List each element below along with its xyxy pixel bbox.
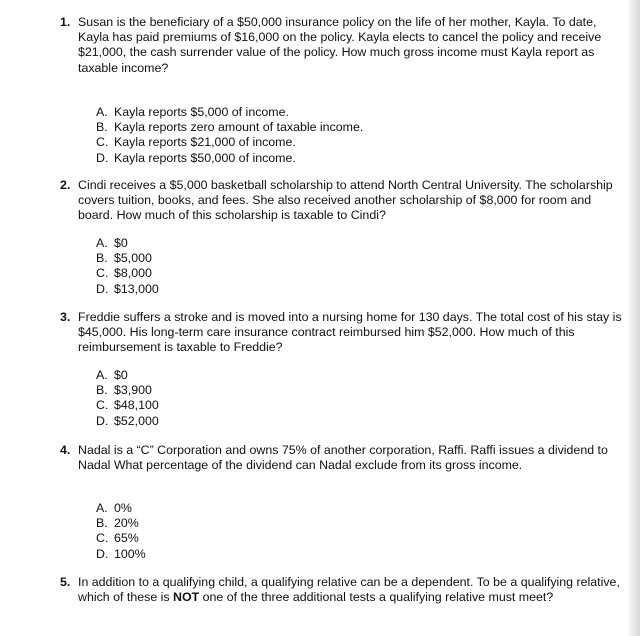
question-stem: In addition to a qualifying child, a qualifying relative can be a dependent. To be a qualifying relative, which of these is NOT one of the three additional tests a qualifying relative must meet? (78, 575, 620, 605)
question-2 (60, 178, 623, 296)
emphasis-not: NOT (173, 590, 200, 605)
answer-option[interactable]: B. Kayla reports zero amount of taxable income. (96, 120, 364, 135)
question-number: 4. (60, 443, 71, 457)
answer-option[interactable]: D. 100% (96, 546, 146, 561)
answer-option[interactable]: D. Kayla reports $50,000 of income. (96, 150, 296, 165)
answer-option[interactable]: C. $48,100 (96, 398, 159, 413)
answer-options (96, 501, 146, 562)
question-number: 1. (60, 15, 71, 29)
answer-option[interactable]: D. $52,000 (96, 413, 159, 428)
answer-options (96, 105, 363, 166)
answer-option[interactable]: B. $3,900 (96, 383, 152, 398)
question-number: 3. (60, 310, 71, 324)
answer-options (96, 368, 159, 429)
question-stem: Cindi receives a $5,000 basketball scholarship to attend North Central University. The scholarship covers tuition, books, and fees. She also received another scholarship of $8,000 for room and board. How much of this scholarship is taxable to Cindi? (78, 178, 613, 223)
question-1 (60, 15, 623, 165)
question-stem: Freddie suffers a stroke and is moved into a nursing home for 130 days. The total cost of his stay is $45,000. His long-term care insurance contract reimbursed him $52,000. How much of this reimbursement is taxable to Freddie? (78, 310, 622, 355)
question-stem: Nadal is a “C” Corporation and owns 75% of another corporation, Raffi. Raffi issues a dividend to Nadal What percentage of the dividend can Nadal exclude from its gross income. (78, 443, 608, 473)
question-stem: Susan is the beneficiary of a $50,000 insurance policy on the life of her mother, Kayla. To date, Kayla has paid premiums of $16,000 on the policy. Kayla elects to cancel the policy and receive $21,000, the cash surrender value of the policy. How much gross income must Kayla report as taxable income? (78, 15, 602, 75)
answer-option[interactable]: C. 65% (96, 531, 139, 546)
question-5 (60, 575, 623, 605)
question-number: 5. (60, 575, 71, 589)
answer-option[interactable]: C. Kayla reports $21,000 of income. (96, 135, 296, 150)
answer-option[interactable]: C. $8,000 (96, 266, 152, 281)
question-number: 2. (60, 178, 71, 192)
answer-option[interactable]: A. $0 (96, 236, 128, 250)
question-4 (60, 443, 623, 561)
question-3 (60, 310, 623, 428)
answer-option[interactable]: D. $13,000 (96, 281, 159, 296)
answer-option[interactable]: A. $0 (96, 368, 128, 382)
answer-option[interactable]: B. 20% (96, 516, 139, 531)
answer-options (96, 236, 159, 297)
answer-option[interactable]: A. Kayla reports $5,000 of income. (96, 105, 289, 119)
answer-option[interactable]: A. 0% (96, 501, 132, 515)
page-edge-shadow (628, 0, 640, 636)
answer-option[interactable]: B. $5,000 (96, 251, 152, 266)
